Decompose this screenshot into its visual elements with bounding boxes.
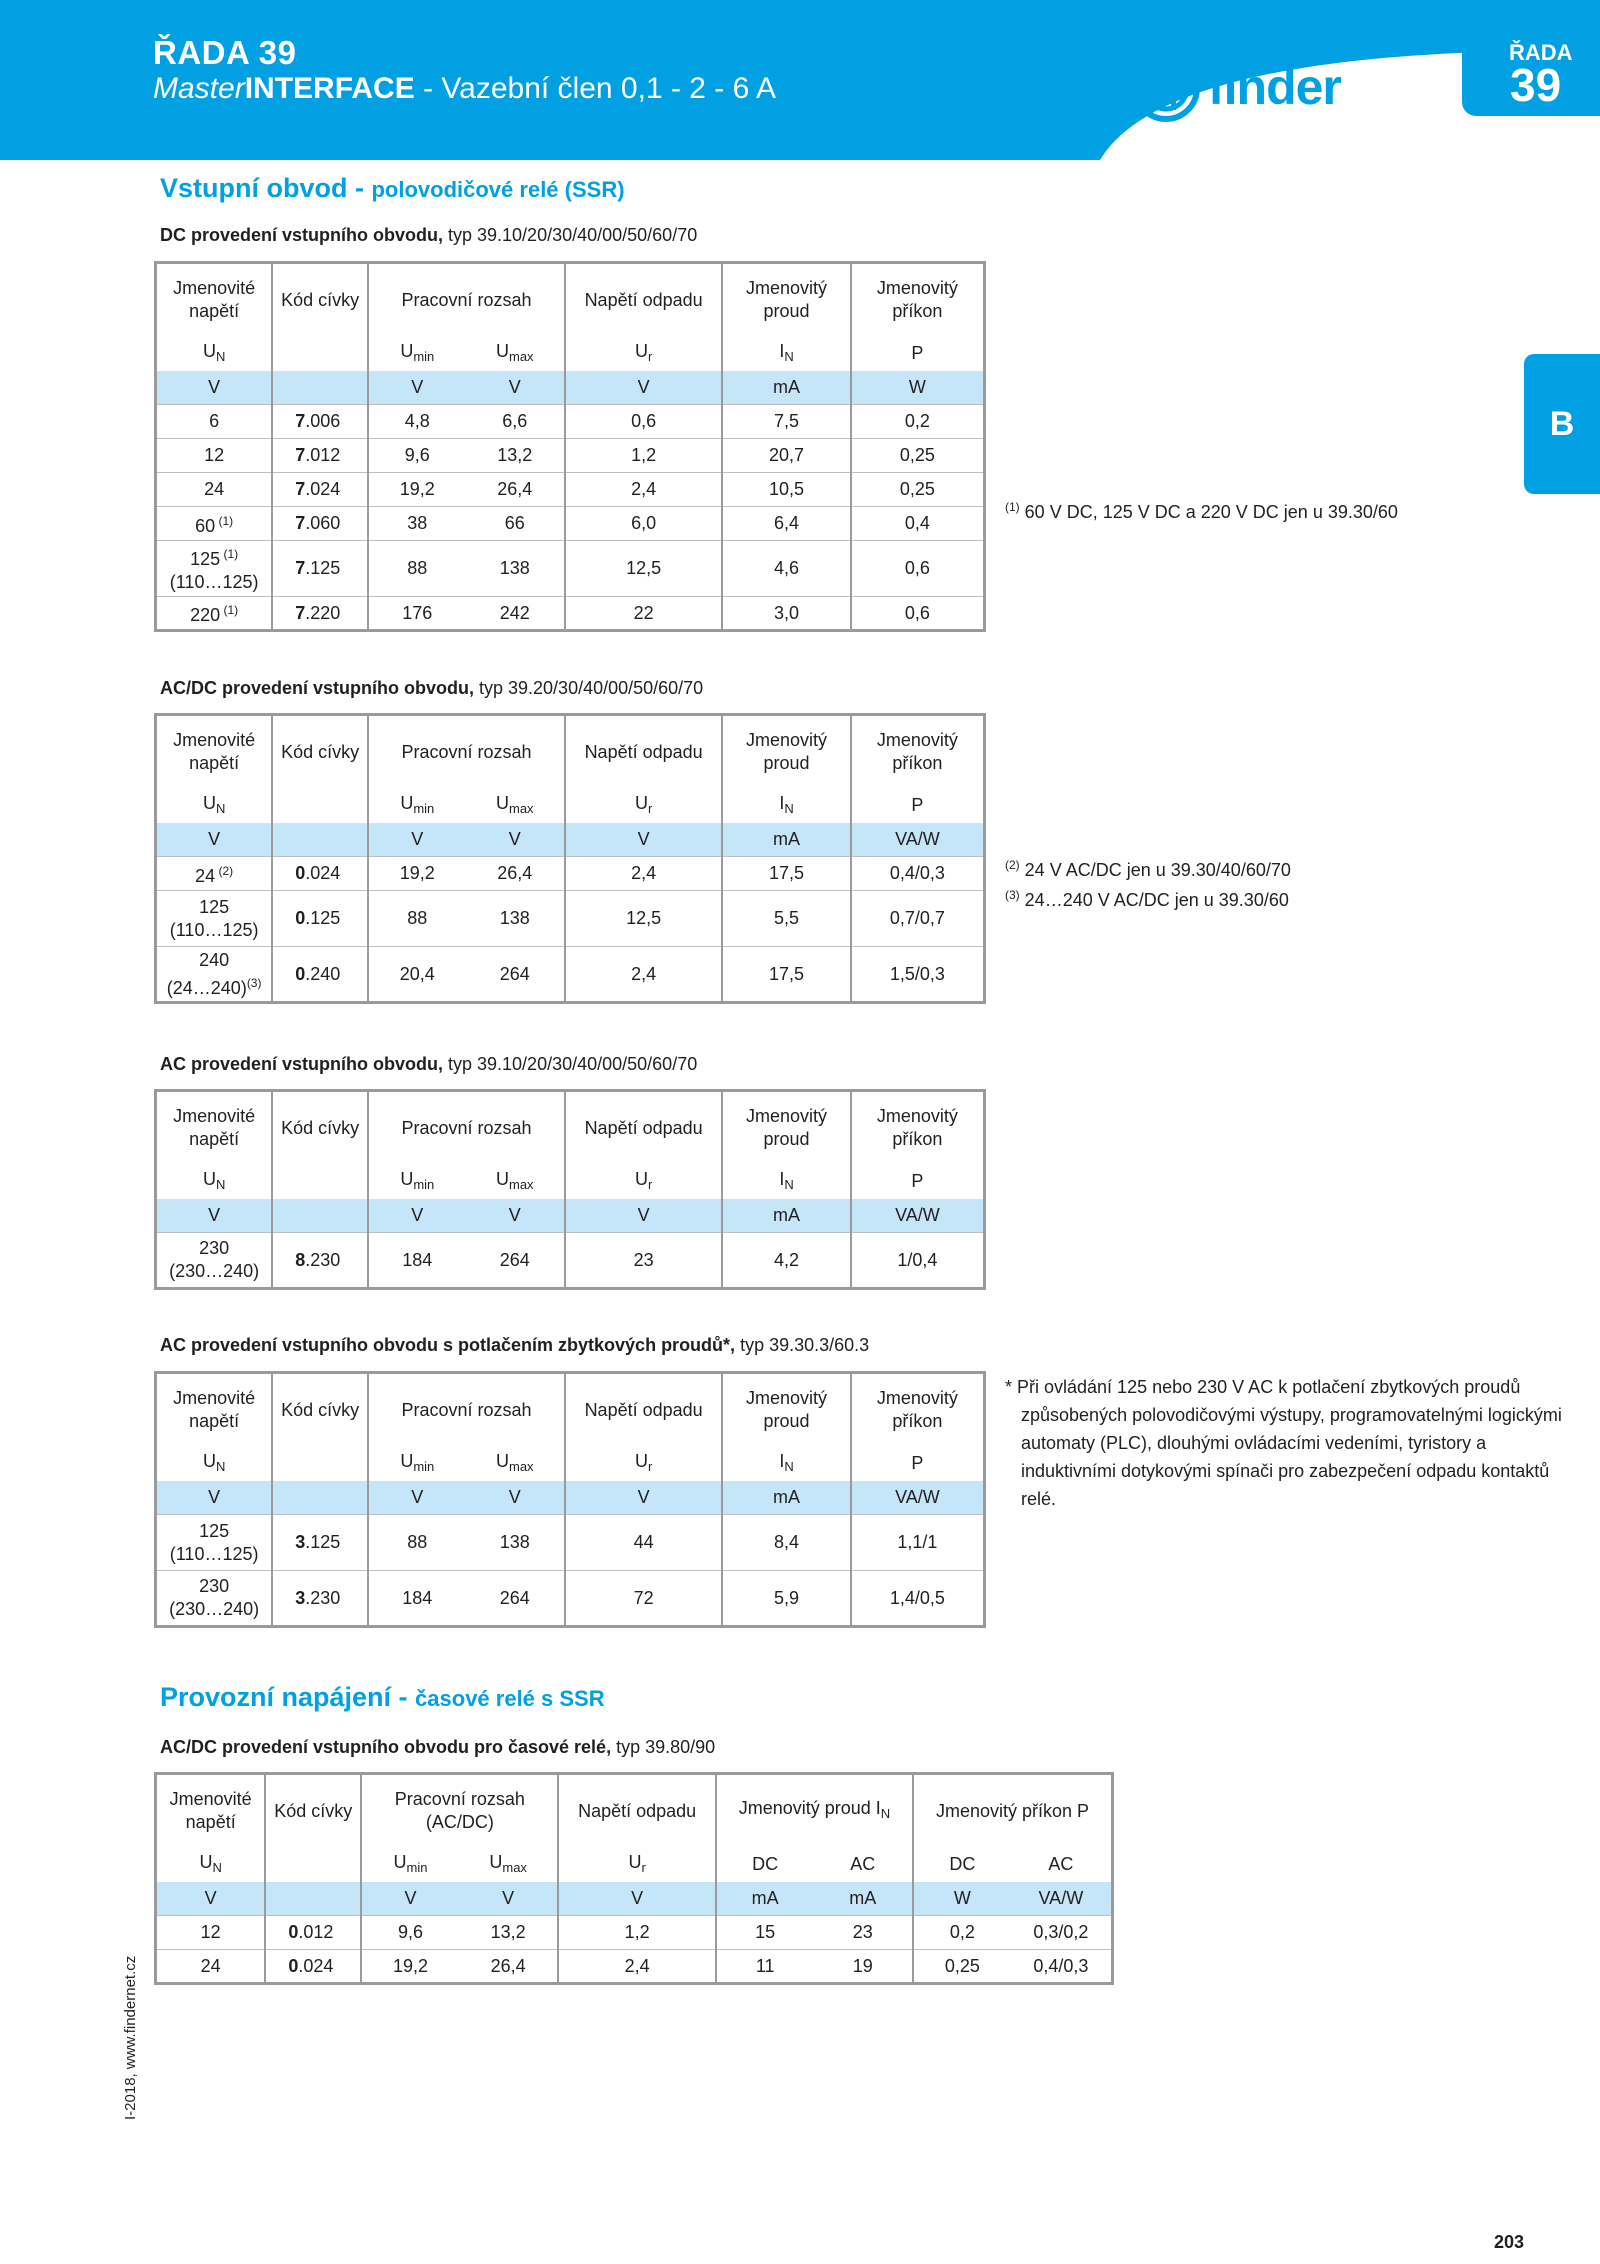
cell-coil-code: 7.220 [272, 597, 368, 631]
cell-current: 10,5 [722, 473, 851, 507]
header-drop: Napětí odpadu [565, 263, 722, 337]
cell-umin: 19,2 [368, 473, 465, 507]
cell-rated-voltage: 24 [156, 473, 273, 507]
cell-rated-voltage: 125 $^{(1)}$ (110…125) [156, 541, 273, 597]
cell-current: 4,2 [722, 1233, 851, 1289]
cell-power: 0,4/0,3 [851, 857, 985, 891]
table-dc-footnote: $^{(1)}$ 60 V DC, 125 V DC a 220 V DC jen u 39.30/60 [1005, 500, 1398, 522]
cell-umin: 9,6 [361, 1916, 459, 1950]
table-row [156, 1515, 985, 1571]
cell-drop-voltage: 44 [565, 1515, 722, 1571]
cell-umax: 66 [466, 507, 566, 541]
cell-coil-code: 0.024 [272, 857, 368, 891]
table-row [156, 473, 985, 507]
table-ac-caption: AC provedení vstupního obvodu, typ 39.10/20/30/40/00/50/60/70 [160, 1054, 698, 1074]
cell-umax: 26,4 [466, 857, 566, 891]
cell-current: 6,4 [722, 507, 851, 541]
cell-coil-code: 3.230 [272, 1571, 368, 1627]
cell-rated-voltage: 220 $^{(1)}$ [156, 597, 273, 631]
table-row [156, 1916, 1113, 1950]
cell-umin: 184 [368, 1571, 465, 1627]
units-row: V V V V mA VA/W [156, 1481, 985, 1515]
table-acdc-footnote-3: $^{(3)}$ 24…240 V AC/DC jen u 39.30/60 [1005, 888, 1289, 910]
cell-rated-voltage: 125 (110…125) [156, 891, 273, 947]
cell-current-dc: 11 [716, 1950, 814, 1984]
cell-umin: 4,8 [368, 405, 465, 439]
cell-drop-voltage: 0,6 [565, 405, 722, 439]
cell-drop-voltage: 72 [565, 1571, 722, 1627]
cell-power: 1,1/1 [851, 1515, 985, 1571]
cell-umax: 13,2 [459, 1916, 559, 1950]
table-dc-caption: DC provedení vstupního obvodu, typ 39.10/20/30/40/00/50/60/70 [160, 225, 698, 245]
cell-power: 1,4/0,5 [851, 1571, 985, 1627]
cell-power: 0,6 [851, 541, 985, 597]
cell-current: 5,5 [722, 891, 851, 947]
cell-power: 1,5/0,3 [851, 947, 985, 1003]
table-row [156, 597, 985, 631]
series-title: ŘADA 39 [153, 34, 297, 71]
cell-drop-voltage: 12,5 [565, 541, 722, 597]
cell-coil-code: 0.012 [265, 1916, 361, 1950]
cell-umax: 26,4 [466, 473, 566, 507]
cell-power: 1/0,4 [851, 1233, 985, 1289]
table-residual-current: Jmenovité napětí Kód cívky Pracovní rozsah Napětí odpadu Jmenovitý proud Jmenovitý příkon $U_N$ $U_{min}$ $U_{max}$ $U_r$ $I_N$ P V V V V mA VA/W 125 (110…125) 3.125 88 138 44 8,4 1,1/1 230 (230…240) 3.230 184 264 72 5,9 1,4/0,5 [154, 1371, 986, 1628]
cell-drop-voltage: 22 [565, 597, 722, 631]
cell-coil-code: 0.240 [272, 947, 368, 1003]
cell-current: 4,6 [722, 541, 851, 597]
table-rc-caption: AC provedení vstupního obvodu s potlačením zbytkových proudů*, typ 39.30.3/60.3 [160, 1335, 870, 1355]
edition-note: I-2018, www.findernet.cz [122, 1955, 139, 2120]
header-power: Jmenovitý příkon [876, 278, 958, 322]
cell-umax: 264 [466, 1233, 566, 1289]
table-ac: Jmenovité napětí Kód cívky Pracovní rozsah Napětí odpadu Jmenovitý proud Jmenovitý příkon $U_N$ $U_{min}$ $U_{max}$ $U_r$ $I_N$ P V V V V mA VA/W 230 (230…240) 8.230 184 264 23 4,2 1/0,4 [154, 1089, 986, 1290]
cell-umax: 6,6 [466, 405, 566, 439]
cell-umax: 13,2 [466, 439, 566, 473]
cell-coil-code: 7.125 [272, 541, 368, 597]
cell-rated-voltage: 6 [156, 405, 273, 439]
table-acdc-footnote-2: $^{(2)}$ 24 V AC/DC jen u 39.30/40/60/70 [1005, 858, 1291, 880]
cell-drop-voltage: 12,5 [565, 891, 722, 947]
cell-umin: 20,4 [368, 947, 465, 1003]
cell-umin: 38 [368, 507, 465, 541]
table-acdc: Jmenovité napětí Kód cívky Pracovní rozsah Napětí odpadu Jmenovitý proud Jmenovitý příkon $U_N$ $U_{min}$ $U_{max}$ $U_r$ $I_N$ P V V V V mA VA/W 24 $^{(2)}$ 0.024 19,2 26,4 2,4 17,5 0,4/0,3 125 (110…125) 0.125 88 138 12,5 5,5 0,7/0,7 240 (24…240)$^{(3)}$ 0.240 20,4 264 2,4 17,5 1,5/0,3 [154, 713, 986, 1004]
cell-power-ac: 0,3/0,2 [1011, 1916, 1113, 1950]
header-un: Jmenovité napětí [156, 263, 273, 337]
finder-logo-text: finder [1208, 59, 1341, 115]
cell-umin: 184 [368, 1233, 465, 1289]
cell-umax: 264 [466, 1571, 566, 1627]
cell-coil-code: 7.012 [272, 439, 368, 473]
cell-rated-voltage: 12 [156, 439, 273, 473]
cell-coil-code: 8.230 [272, 1233, 368, 1289]
table-row [156, 439, 985, 473]
cell-rated-voltage: 230 (230…240) [156, 1571, 273, 1627]
cell-drop-voltage: 1,2 [565, 439, 722, 473]
cell-drop-voltage: 6,0 [565, 507, 722, 541]
header-current: Jmenovitý proud [722, 263, 851, 337]
finder-logo [1130, 52, 1370, 124]
cell-umin: 176 [368, 597, 465, 631]
header-range: Pracovní rozsah [368, 263, 565, 337]
cell-rated-voltage: 60 $^{(1)}$ [156, 507, 273, 541]
series-tab-label: ŘADA [1509, 40, 1573, 65]
cell-current: 3,0 [722, 597, 851, 631]
cell-power: 0,6 [851, 597, 985, 631]
cell-coil-code: 0.125 [272, 891, 368, 947]
product-title: MasterINTERFACE - Vazební člen 0,1 - 2 - 6 A [153, 72, 777, 105]
cell-power-dc: 0,25 [913, 1950, 1011, 1984]
cell-umin: 9,6 [368, 439, 465, 473]
cell-current-dc: 15 [716, 1916, 814, 1950]
cell-power: 0,25 [851, 473, 985, 507]
cell-current: 5,9 [722, 1571, 851, 1627]
cell-umin: 19,2 [368, 857, 465, 891]
series-tab-number: 39 [1510, 59, 1562, 111]
cell-umin: 19,2 [361, 1950, 459, 1984]
cell-drop-voltage: 2,4 [565, 947, 722, 1003]
page-number: 203 [1494, 2232, 1525, 2252]
units-row: V V V V mA VA/W [156, 1199, 985, 1233]
cell-umax: 264 [466, 947, 566, 1003]
cell-rated-voltage: 125 (110…125) [156, 1515, 273, 1571]
cell-drop-voltage: 23 [565, 1233, 722, 1289]
cell-power: 0,7/0,7 [851, 891, 985, 947]
cell-rated-voltage: 12 [156, 1916, 266, 1950]
table-rc-footnote: * Při ovládání 125 nebo 230 V AC k potlačení zbytkových proudů způsobených polovodičovými výstupy, programovatelnými logickými automaty (PLC), dlouhými ovládacími vedeními, tyristory a induktivními dotykovými spínači pro zabezpečení odpadu kontaktů relé. [1005, 1377, 1562, 1509]
cell-rated-voltage: 230 (230…240) [156, 1233, 273, 1289]
cell-power: 0,2 [851, 405, 985, 439]
cell-current: 7,5 [722, 405, 851, 439]
table-row [156, 1571, 985, 1627]
cell-power: 0,25 [851, 439, 985, 473]
cell-power-dc: 0,2 [913, 1916, 1011, 1950]
table-row [156, 891, 985, 947]
units-row: V V V V mA VA/W [156, 823, 985, 857]
cell-coil-code: 7.006 [272, 405, 368, 439]
cell-power-ac: 0,4/0,3 [1011, 1950, 1113, 1984]
cell-drop-voltage: 2,4 [565, 857, 722, 891]
table-row [156, 507, 985, 541]
cell-coil-code: 3.125 [272, 1515, 368, 1571]
series-tab [1462, 0, 1600, 116]
units-row: V V V V mA mA W VA/W [156, 1882, 1113, 1916]
table-row [156, 857, 985, 891]
cell-drop-voltage: 2,4 [565, 473, 722, 507]
cell-current: 20,7 [722, 439, 851, 473]
chapter-tab: B [1524, 354, 1600, 494]
cell-coil-code: 7.024 [272, 473, 368, 507]
cell-current: 17,5 [722, 857, 851, 891]
table-row [156, 405, 985, 439]
table-timer-caption: AC/DC provedení vstupního obvodu pro časové relé, typ 39.80/90 [160, 1737, 716, 1757]
cell-current: 17,5 [722, 947, 851, 1003]
header-code: Kód cívky [272, 263, 368, 337]
table-dc: Jmenovité napětí Kód cívky Pracovní rozsah Napětí odpadu Jmenovitý proud Jmenovitý příkon $U_N$ $U_{min}$ $U_{max}$ $U_r$ $I_N$ P V V V V mA W 6 7.006 4,8 6,6 0,6 7,5 0,2 12 7.012 9,6 13,2 1,2 20,7 0,25 24 7.024 19,2 26,4 2,4 10,5 0,25 60 $^{(1)}$ 7.060 38 66 6,0 6,4 0,4 125 $^{(1)}$ (110…125) 7.125 88 138 12,5 4,6 0,6 220 $^{(1)}$ 7.220 176 242 22 3,0 0,6 [154, 261, 986, 632]
cell-umax: 138 [466, 891, 566, 947]
cell-current: 8,4 [722, 1515, 851, 1571]
cell-coil-code: 7.060 [272, 507, 368, 541]
cell-current-ac: 23 [813, 1916, 913, 1950]
cell-drop-voltage: 2,4 [558, 1950, 715, 1984]
cell-umax: 138 [466, 541, 566, 597]
cell-rated-voltage: 24 $^{(2)}$ [156, 857, 273, 891]
table-acdc-caption: AC/DC provedení vstupního obvodu, typ 39.20/30/40/00/50/60/70 [160, 678, 704, 698]
table-row [156, 1233, 985, 1289]
cell-drop-voltage: 1,2 [558, 1916, 715, 1950]
cell-umax: 26,4 [459, 1950, 559, 1984]
section-title-input-circuit: Vstupní obvod - polovodičové relé (SSR) [160, 173, 625, 203]
cell-umin: 88 [368, 541, 465, 597]
units-row: V V V V mA W [156, 371, 985, 405]
table-timer: Jmenovité napětí Kód cívky Pracovní rozsah (AC/DC) Napětí odpadu Jmenovitý proud $I_N$ Jmenovitý příkon P $U_N$ $U_{min}$ $U_{max}$ $U_r$ DC AC DC AC V V V V mA mA W VA/W 12 0.012 9,6 13,2 1,2 15 23 0,2 0,3/0,2 24 0.024 19,2 26,4 2,4 11 19 0,25 0,4/0,3 [154, 1772, 1114, 1985]
cell-umin: 88 [368, 1515, 465, 1571]
cell-umax: 138 [466, 1515, 566, 1571]
cell-rated-voltage: 24 [156, 1950, 266, 1984]
cell-coil-code: 0.024 [265, 1950, 361, 1984]
cell-umax: 242 [466, 597, 566, 631]
table-row [156, 1950, 1113, 1984]
finder-logo-icon [1130, 52, 1202, 124]
cell-umin: 88 [368, 891, 465, 947]
cell-rated-voltage: 240 (24…240)$^{(3)}$ [156, 947, 273, 1003]
table-row [156, 541, 985, 597]
cell-current-ac: 19 [813, 1950, 913, 1984]
table-row [156, 947, 985, 1003]
cell-power: 0,4 [851, 507, 985, 541]
section-title-power-supply: Provozní napájení - časové relé s SSR [160, 1682, 605, 1712]
